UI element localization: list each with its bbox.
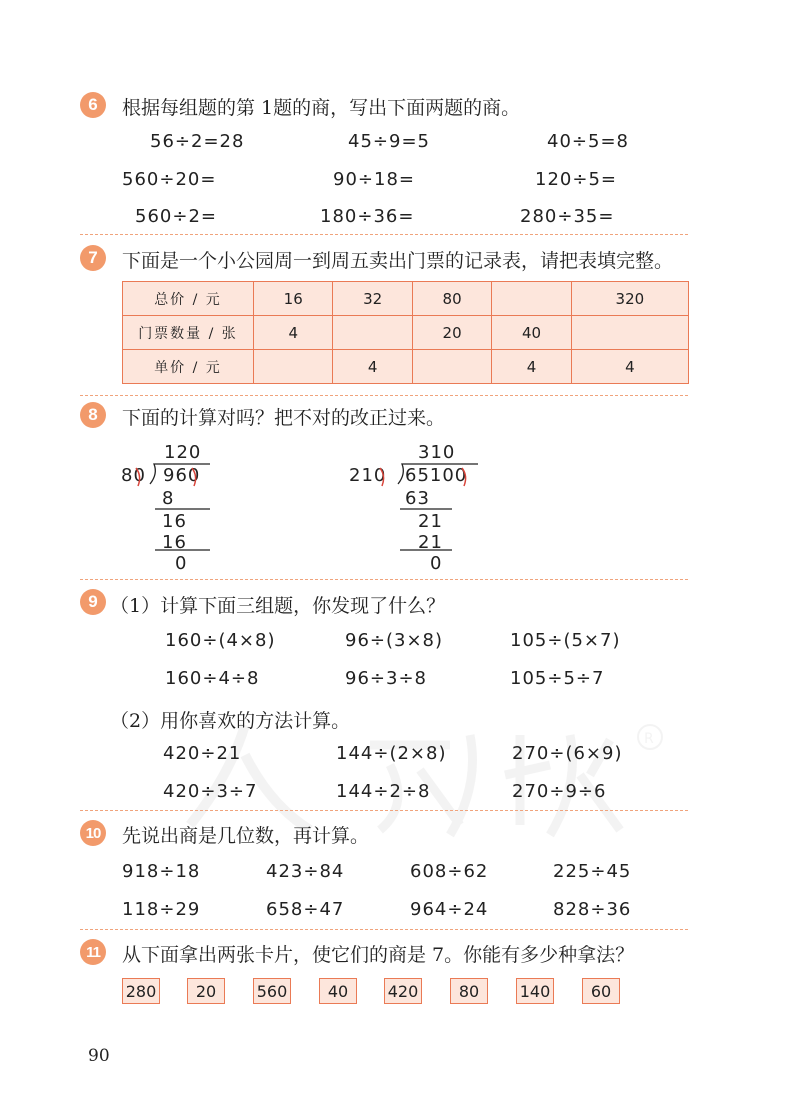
math-problem: 118÷29 <box>122 899 201 920</box>
table-cell <box>571 316 688 350</box>
section-divider <box>80 395 688 396</box>
division-step: 0 <box>430 553 443 574</box>
row-header: 单价 / 元 <box>123 350 254 384</box>
page-number: 90 <box>88 1046 110 1066</box>
math-problem: 96÷(3×8) <box>345 630 444 651</box>
math-problem: 420÷3÷7 <box>163 781 258 802</box>
question-text: （1）计算下面三组题，你发现了什么？ <box>110 595 446 617</box>
math-problem: 45÷9=5 <box>348 131 430 152</box>
math-problem: 964÷24 <box>410 899 489 920</box>
division-divisor: 210 <box>349 465 387 486</box>
math-problem: 658÷47 <box>266 899 345 920</box>
math-problem: 270÷(6×9) <box>512 743 623 764</box>
math-problem: 105÷(5×7) <box>510 630 621 651</box>
table-cell: 32 <box>333 282 412 316</box>
division-step: 21 <box>418 532 443 553</box>
question-text: 根据每组题的第 1题的商，写出下面两题的商。 <box>122 97 521 119</box>
question-text: 从下面拿出两张卡片，使它们的商是 7。你能有多少种拿法？ <box>122 944 635 966</box>
math-problem: 560÷20= <box>122 169 217 190</box>
number-card: 80 <box>450 978 488 1004</box>
table-cell <box>254 350 333 384</box>
ticket-record-table <box>122 281 689 384</box>
math-problem: 180÷36= <box>320 206 415 227</box>
question-number-badge: 10 <box>80 820 106 846</box>
division-dividend: 960 <box>163 465 201 486</box>
table-cell <box>333 316 412 350</box>
svg-text:R: R <box>644 731 654 747</box>
math-problem: 96÷3÷8 <box>345 668 427 689</box>
number-card: 40 <box>319 978 357 1004</box>
question-text: （2）用你喜欢的方法计算。 <box>110 710 351 732</box>
math-problem: 160÷4÷8 <box>165 668 260 689</box>
math-problem: 40÷5=8 <box>547 131 629 152</box>
division-step: 16 <box>162 511 187 532</box>
division-divisor: 80 <box>121 465 146 486</box>
table-cell: 16 <box>254 282 333 316</box>
table-row <box>123 350 689 384</box>
table-cell: 80 <box>412 282 491 316</box>
math-problem: 105÷5÷7 <box>510 668 605 689</box>
math-problem: 120÷5= <box>535 169 617 190</box>
question-text: 下面是一个小公园周一到周五卖出门票的记录表，请把表填完整。 <box>122 250 674 272</box>
math-problem: 280÷35= <box>520 206 615 227</box>
division-step: 16 <box>162 532 187 553</box>
table-cell: 320 <box>571 282 688 316</box>
math-problem: 144÷2÷8 <box>336 781 431 802</box>
question-number-badge: 8 <box>80 402 106 428</box>
number-card: 280 <box>122 978 160 1004</box>
division-step: 63 <box>405 488 430 509</box>
math-problem: 608÷62 <box>410 861 489 882</box>
math-problem: 423÷84 <box>266 861 345 882</box>
number-card: 20 <box>187 978 225 1004</box>
table-cell: 4 <box>333 350 412 384</box>
division-quotient: 310 <box>418 442 456 463</box>
math-problem: 225÷45 <box>553 861 632 882</box>
section-divider <box>80 234 688 235</box>
question-text: 下面的计算对吗？把不对的改正过来。 <box>122 407 446 429</box>
section-divider <box>80 810 688 811</box>
long-division-bracket <box>110 440 230 570</box>
question-number-badge: 11 <box>80 939 106 965</box>
math-problem: 270÷9÷6 <box>512 781 607 802</box>
table-cell: 4 <box>492 350 571 384</box>
math-problem: 160÷(4×8) <box>165 630 276 651</box>
question-number-badge: 6 <box>80 92 106 118</box>
question-number-badge: 9 <box>80 589 106 615</box>
math-problem: 144÷(2×8) <box>336 743 447 764</box>
question-text: 先说出商是几位数，再计算。 <box>122 825 370 847</box>
math-problem: 90÷18= <box>333 169 415 190</box>
division-step: 21 <box>418 511 443 532</box>
number-card: 60 <box>582 978 620 1004</box>
number-card: 420 <box>384 978 422 1004</box>
number-card: 560 <box>253 978 291 1004</box>
row-header: 门票数量 / 张 <box>123 316 254 350</box>
long-division-bracket <box>340 440 490 570</box>
table-cell <box>412 350 491 384</box>
table-row <box>123 282 689 316</box>
section-divider <box>80 929 688 930</box>
math-problem: 420÷21 <box>163 743 242 764</box>
math-problem: 560÷2= <box>135 206 217 227</box>
division-step: 8 <box>162 488 175 509</box>
math-problem: 56÷2=28 <box>150 131 245 152</box>
math-problem: 828÷36 <box>553 899 632 920</box>
table-cell: 20 <box>412 316 491 350</box>
table-row <box>123 316 689 350</box>
division-step: 0 <box>175 553 188 574</box>
math-problem: 918÷18 <box>122 861 201 882</box>
number-card: 140 <box>516 978 554 1004</box>
section-divider <box>80 579 688 580</box>
division-dividend: 65100 <box>405 465 468 486</box>
table-cell: 4 <box>254 316 333 350</box>
correction-mark-icon <box>370 462 480 492</box>
table-cell <box>492 282 571 316</box>
question-number-badge: 7 <box>80 245 106 271</box>
correction-mark-icon <box>130 462 210 492</box>
row-header: 总价 / 元 <box>123 282 254 316</box>
division-quotient: 120 <box>164 442 202 463</box>
table-cell: 40 <box>492 316 571 350</box>
table-cell: 4 <box>571 350 688 384</box>
